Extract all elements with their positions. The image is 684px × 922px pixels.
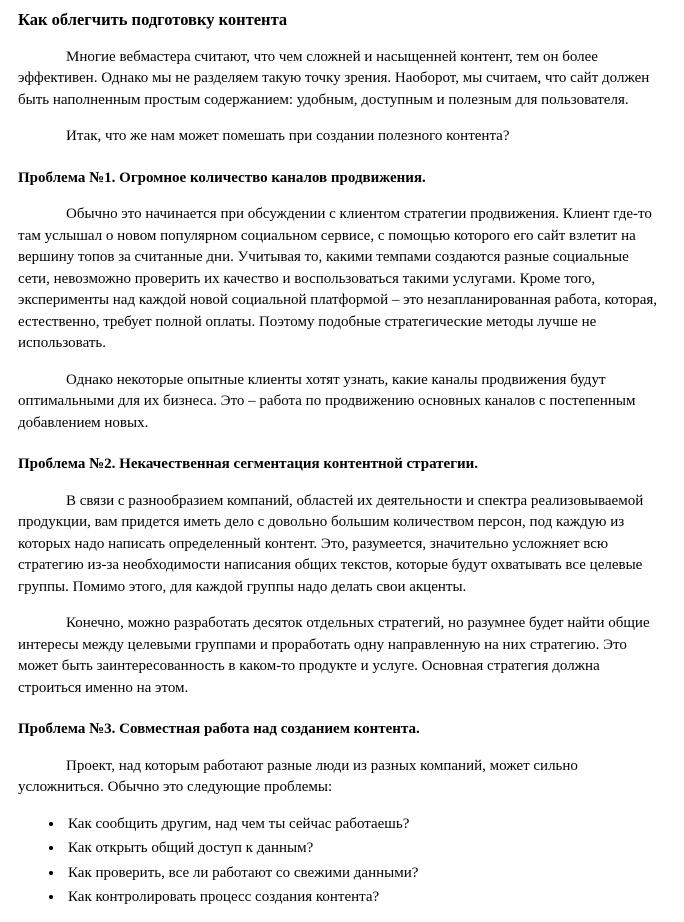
list-item: • Как контролировать процесс создания контента? (64, 887, 660, 909)
list-item: • Как открыть общий доступ к данным? (64, 838, 660, 860)
problem-1-paragraph-1: Обычно это начинается при обсуждении с клиентом стратегии продвижения. Клиент где-то там услышал о новом популярном социальном сервисе, с помощью которого его сайт взлетит на вершину топов за считанные дни. Учитывая то, какими темпами создаются разные социальные сети, невозможно проверить их качество и воспользоваться такими услугами. Кроме того, эксперименты над каждой новой социальной платформой – это незапланированная работа, которая, естественно, требует полной оплаты. Поэтому подобные стратегические методы лучше не использовать. (18, 206, 658, 352)
intro-paragraph-2: Итак, что же нам может помешать при создании полезного контента? (66, 128, 510, 145)
problem-2-paragraph-2: Конечно, можно разработать десяток отдельных стратегий, но разумнее будет найти общие интересы между целевыми группами и проработать одну направленную на них стратегию. Это может быть заинтересованность в каком-то продукте и услуге. Основная стратегия должна строиться именно на этом. (18, 615, 650, 696)
problem-3-paragraph-1: Проект, над которым работают разные люди из разных компаний, может сильно усложниться. Обычно это следующие проблемы: (18, 757, 578, 796)
problem-2-paragraph-1: В связи с разнообразием компаний, областей их деятельности и спектра реализовываемой продукции, вам придется иметь дело с довольно большим количеством персон, под каждую из которых надо написать определенный контент. Это, разумеется, значительно усложняет всю стратегию из-за необходимости написания общих текстов, которые будут охватывать все целевые группы. Помимо этого, для каждой группы надо делать свои акценты. (18, 492, 644, 595)
problem-3-heading: Проблема №3. Совместная работа над созданием контента. (18, 721, 420, 738)
intro-paragraph-1: Многие вебмастера считают, что чем сложней и насыщенней контент, тем он более эффективен. Однако мы не разделяем такую точку зрения. Наоборот, мы считаем, что сайт должен быть наполненным простым содержанием: удобным, доступным и полезным для пользователя. (18, 48, 650, 108)
list-item: • Как проверить, все ли работают со свежими данными? (64, 863, 660, 885)
problem-1-paragraph-2: Однако некоторые опытные клиенты хотят узнать, какие каналы продвижения будут оптимальными для их бизнеса. Это – работа по продвижению основных каналов с постепенным добавлением новых. (18, 371, 636, 431)
problem-2-heading: Проблема №2. Некачественная сегментация контентной стратегии. (18, 456, 479, 473)
list-item: • Как сообщить другим, над чем ты сейчас работаешь? (64, 814, 660, 836)
page-title: Как облегчить подготовку контента (18, 10, 288, 29)
problem-1-heading: Проблема №1. Огромное количество каналов продвижения. (18, 169, 426, 186)
problems-bullet-list (44, 814, 660, 909)
